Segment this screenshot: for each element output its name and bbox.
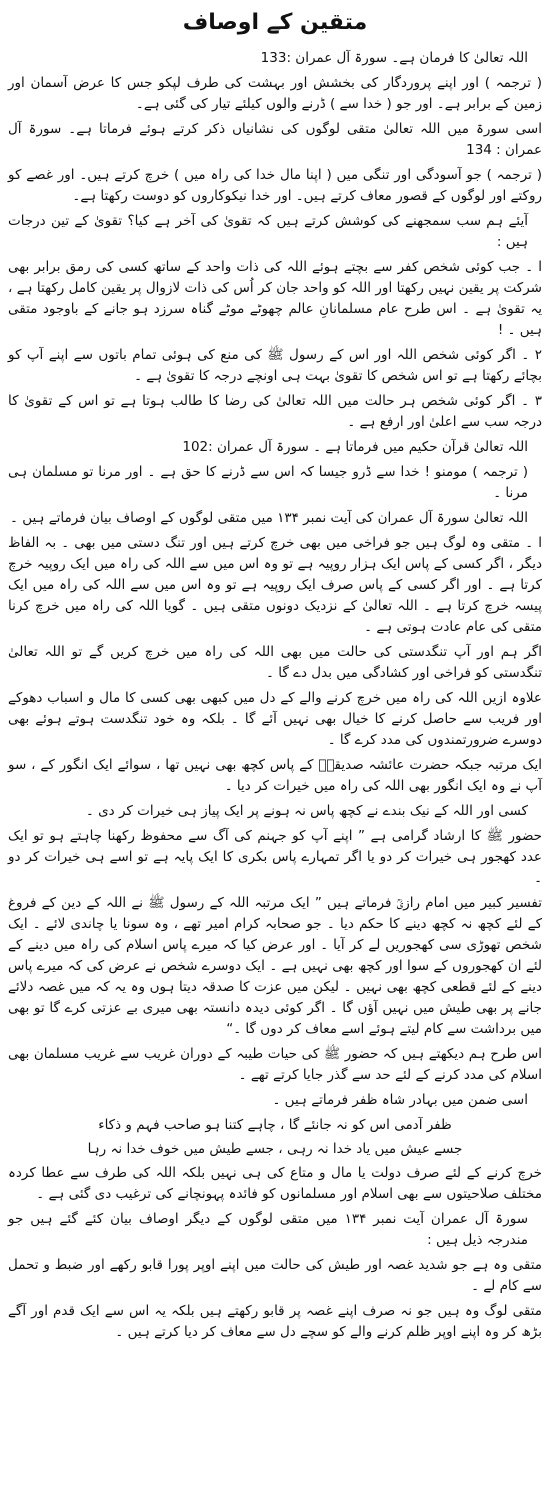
paragraph: ۲ ۔ اگر کوئی شخص اللہ اور اس کے رسول ﷺ کی منع کی ہوئی تمام باتوں سے اپنے آپ کو بچائے رکھتا ہے تو اس شخص کا تقویٰ بہت ہی اونچے درجہ کا تقویٰ ہے ۔	[8, 347, 542, 384]
paragraph: آیئے ہم سب سمجھنے کی کوشش کرتے ہیں کہ تقویٰ کی آخر ہے کیا؟ تقویٰ کے تین درجات ہیں :	[8, 213, 528, 250]
paragraph: اللہ تعالیٰ کا فرمان ہے۔ سورۃ آل عمران :133	[260, 50, 528, 66]
paragraph: علاوہ ازیں اللہ کی راہ میں خرچ کرنے والے کے دل میں کبھی بھی کسی کا مال و اسباب دھوکے اور فریب سے حاصل کرنے کا خیال بھی نہیں آئے گا ۔ بلکہ وہ خود تنگدست ہوتے ہوئے بھی دوسرے ضرورتمندوں کی مدد کرے گا ۔	[8, 690, 542, 748]
paragraph: ۳ ۔ اگر کوئی شخص ہر حالت میں اللہ تعالیٰ کی رضا کا طالب ہوتا ہے تو اس کے تقویٰ کا درجہ سب سے اعلیٰ اور ارفع ہے ۔	[8, 393, 542, 430]
paragraph: اس طرح ہم دیکھتے ہیں کہ حضور ﷺ کی حیات طیبہ کے دوران غریب سے غریب مسلمان بھی اسلام کی مدد کرنے کے لئے حد سے گذر جایا کرتے تھے ۔	[8, 1046, 542, 1083]
paragraph: کسی اور اللہ کے نیک بندے نے کچھ پاس نہ ہونے پر ایک پیاز ہی خیرات کر دی ۔	[85, 803, 528, 819]
paragraph: اسی سورۃ میں اللہ تعالیٰ متقی لوگوں کی نشانیاں ذکر کرتے ہوئے فرماتا ہے۔ سورۃ آل عمران : 134	[8, 121, 542, 158]
paragraph: ا ۔ متقی وہ لوگ ہیں جو فراخی میں بھی خرچ کرتے ہیں اور تنگ دستی میں بھی ۔ بہ الفاظ دیگر ، اگر کسی کے پاس ایک ہزار روپیہ ہے تو وہ اس میں سے اللہ کی راہ میں ایک روپیہ خرچ کرتا ہے ۔ اور اگر کسی کے پاس صرف ایک روپیہ ہے تو وہ اس میں سے اللہ کی راہ میں ایک پیسہ خرچ کرتا ہے ۔ اللہ تعالیٰ کے نزدیک دونوں متقی ہیں ۔ گویا اللہ کی راہ میں خرچ کرنا متقی کی عام عادت ہوتی ہے ۔	[8, 535, 542, 635]
paragraph: ا ۔ جب کوئی شخص کفر سے بچتے ہوئے اللہ کی ذات واحد کے ساتھ کسی کی رمق برابر بھی شرکت پر یقین نہیں رکھتا اور اللہ کو واحد جان کر اُس کی ذات لازوال پر یقین کامل رکھتا ہے ، یہ تقویٰ ہے ۔ اس طرح عام مسلمانانِ عالم چھوٹے موٹے گناہ سرزد ہو جانے کے باوجود متقی ہیں ۔ !	[8, 259, 542, 338]
poetry-verse: جسے عیش میں یاد خدا نہ رہی ، جسے طیش میں خوف خدا نہ رہا	[87, 1141, 463, 1157]
paragraph: اللہ تعالیٰ قرآن حکیم میں فرماتا ہے ۔ سورۃ آل عمران :102	[182, 439, 528, 455]
page-title: متقین کے اوصاف	[182, 10, 368, 35]
paragraph: اسی ضمن میں بہادر شاہ ظفر فرماتے ہیں ۔	[272, 1092, 528, 1108]
poetry-verse: ظفر آدمی اس کو نہ جانئے گا ، چاہے کتنا ہو صاحب فہم و ذکاء	[98, 1117, 452, 1133]
paragraph: متقی وہ ہے جو شدید غصہ اور طیش کی حالت میں اپنے اوپر پورا قابو رکھے اور ضبط و تحمل سے کام لے ۔	[8, 1257, 542, 1294]
paragraph: ( ترجمہ ) اور اپنے پروردگار کی بخشش اور بہشت کی طرف لپکو جس کا عرض آسمان اور زمین کے برابر ہے۔ اور جو ( خدا سے ) ڈرنے والوں کیلئے تیار کی گئی ہے۔	[8, 75, 542, 112]
article-body	[8, 48, 542, 1343]
paragraph: ( ترجمہ ) مومنو ! خدا سے ڈرو جیسا کہ اس سے ڈرنے کا حق ہے ۔ اور مرنا تو مسلمان ہی مرنا ۔	[8, 464, 528, 501]
paragraph: اللہ تعالیٰ سورۃ آل عمران کی آیت نمبر ۱۳۴ میں متقی لوگوں کے اوصاف بیان فرماتے ہیں ۔	[10, 510, 528, 526]
paragraph: سورۃ آل عمران آیت نمبر ۱۳۴ میں متقی لوگوں کے دیگر اوصاف بیان کئے گئے ہیں جو مندرجہ ذیل ہیں :	[8, 1211, 529, 1248]
paragraph: خرچ کرنے کے لئے صرف دولت یا مال و متاع کی ہی نہیں بلکہ اللہ کی طرف سے عطا کردہ مختلف صلاحیتوں سے بھی اسلام اور مسلمانوں کو فائدہ پہونچانے کی ترغیب دی گئی ہے ۔	[8, 1165, 542, 1202]
paragraph: تفسیر کبیر میں امام رازیؒ فرماتے ہیں ” ایک مرتبہ اللہ کے رسول ﷺ نے اللہ کے دین کے فروغ کے لئے کچھ نہ کچھ دینے کا حکم دیا ۔ جو صحابہ کرام امیر تھے ، وہ سونا یا چاندی لائے ۔ ایک شخص تھوڑی سی کھجوریں لے کر آیا ۔ اور عرض کیا کہ میرے پاس اسلام کی راہ میں دینے کے لئے ان کھجوروں کے سوا اور کچھ بھی نہیں ہے ۔ ایک دوسرے شخص نے عرض کی کہ میرے پاس دینے کے لئے قطعی کچھ بھی نہیں ۔ لیکن میں عزت کا صدقہ دیتا ہوں وہ یہ کہ میں غصہ دلائے جانے پر بھی طیش میں نہیں آؤں گا ۔ اگر کوئی دیدہ دانستہ بھی میری بے عزتی کرے گا تو بھی میں برداشت سے کام لیتے ہوئے اسے معاف کر دوں گا ۔“	[8, 895, 542, 1037]
paragraph: ( ترجمہ ) جو آسودگی اور تنگی میں ( اپنا مال خدا کی راہ میں ) خرچ کرتے ہیں۔ اور غصے کو روکتے اور لوگوں کے قصور معاف کرتے ہیں۔ اور خدا نیکوکاروں کو دوست رکھتا ہے۔	[8, 167, 542, 204]
paragraph: اگر ہم اور آپ تنگدستی کی حالت میں بھی اللہ کی راہ میں خرچ کریں گے تو اللہ تعالیٰ تنگدستی کو فراخی اور کشادگی میں بدل دے گا ۔	[8, 644, 542, 681]
paragraph: ایک مرتبہ جبکہ حضرت عائشہ صدیقہؓ کے پاس کچھ بھی نہیں تھا ، سوائے ایک انگور کے ، سو آپ نے وہ ایک انگور بھی اللہ کی راہ میں خیرات کر دیا ۔	[8, 757, 542, 794]
paragraph: حضور ﷺ کا ارشاد گرامی ہے ” اپنے آپ کو جہنم کی آگ سے محفوظ رکھنا چاہتے ہو تو ایک عدد کھجور ہی خیرات کر دو یا اگر تمہارے پاس بکری کا ایک پایہ ہے تو اسے ہی خیرات کر دو ۔	[8, 828, 542, 886]
paragraph: متقی لوگ وہ ہیں جو نہ صرف اپنے غصہ پر قابو رکھتے ہیں بلکہ یہ اس سے ایک قدم اور آگے بڑھ کر وہ اپنے اوپر ظلم کرنے والے کو سچے دل سے معاف کر دیا کرتے ہیں ۔	[8, 1303, 542, 1340]
